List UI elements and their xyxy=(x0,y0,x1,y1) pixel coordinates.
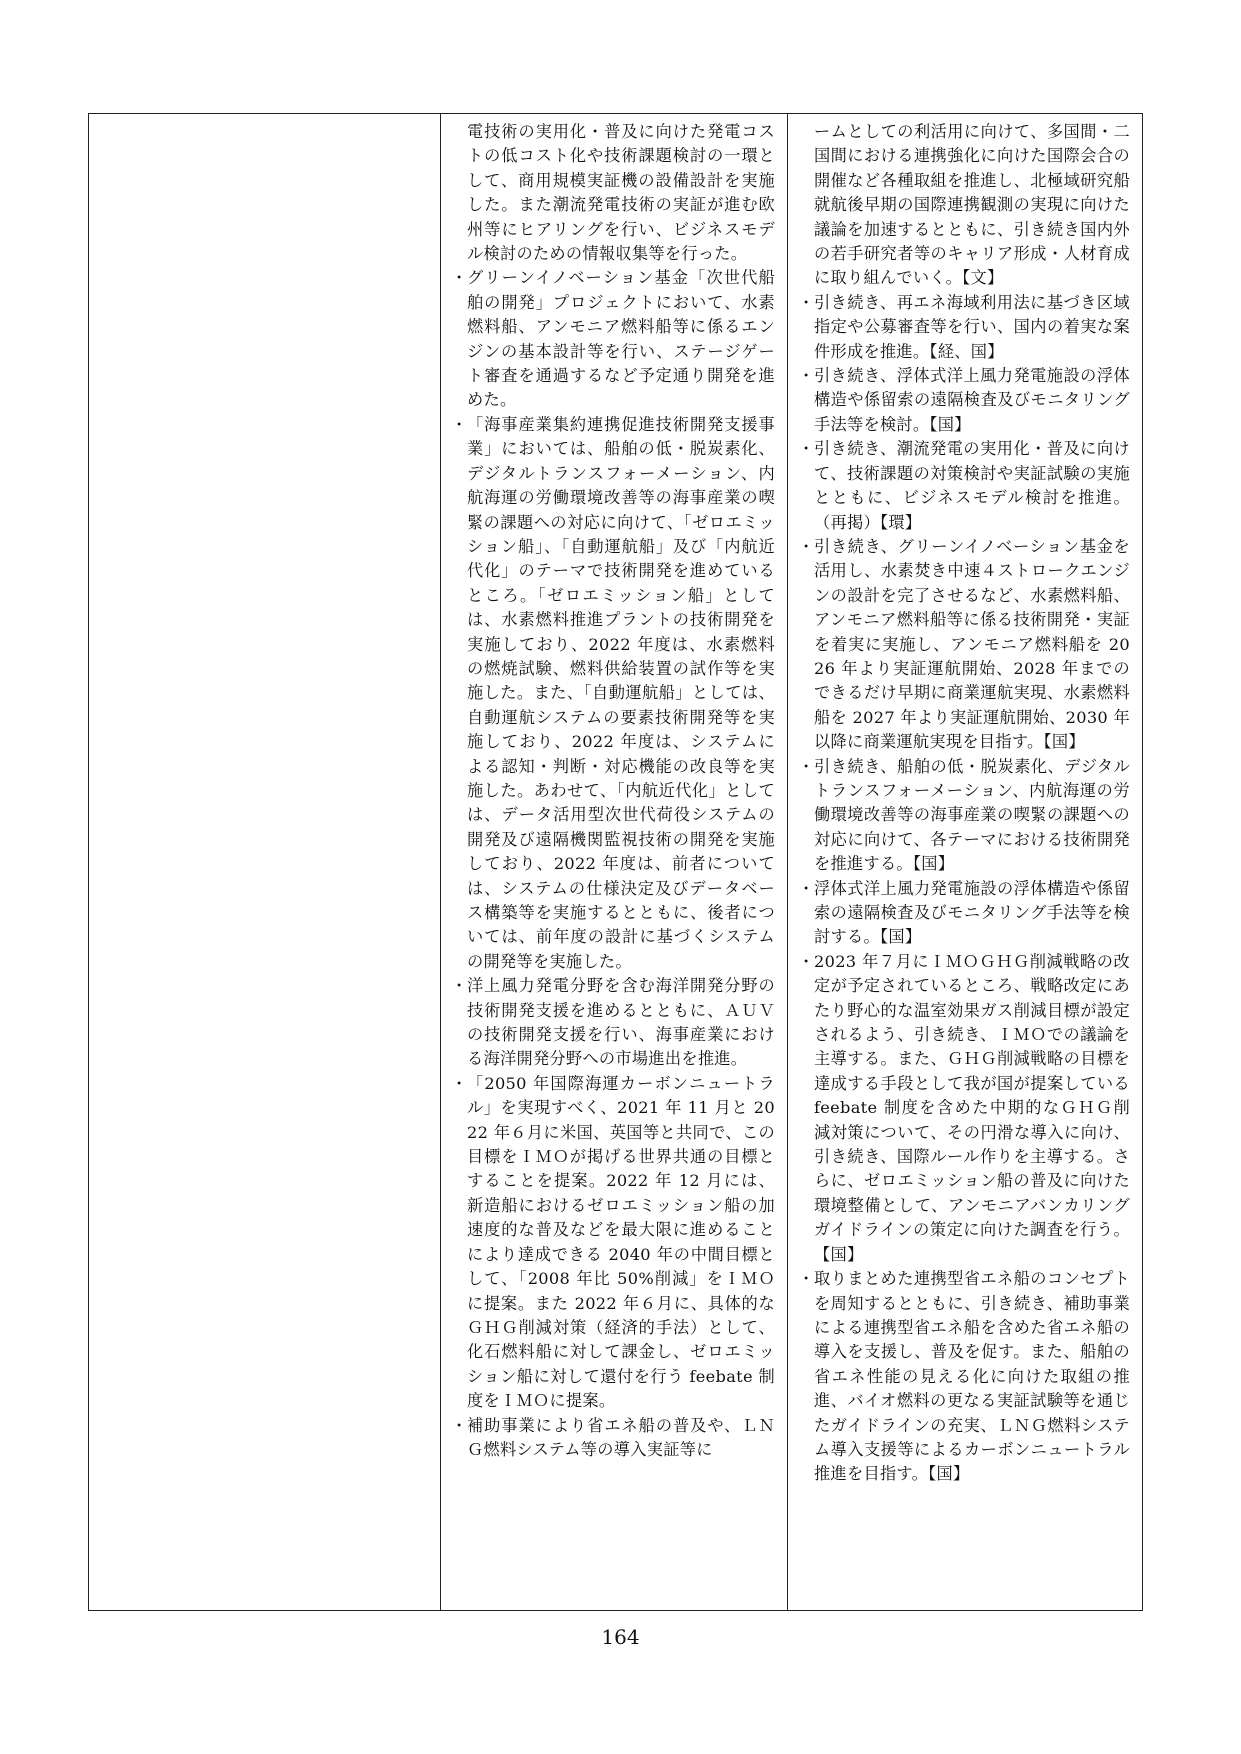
bullet-mark: ・ xyxy=(798,756,815,776)
list-item xyxy=(451,266,775,412)
bullet-mark: ・ xyxy=(451,976,468,996)
list-item-text: 取りまとめた連携型省エネ船のコンセプトを周知するとともに、引き続き、補助事業による連携型省エネ船を含めた省エネ船の導入を支援し、普及を促す。また、船舶の省エネ性能の見える化に向けた取組の推進、バイオ燃料の更なる実証試験等を通じたガイドラインの充実、ＬＮＧ燃料システム導入支援等によるカーボンニュートラル推進を目指す。【国】 xyxy=(814,1269,1130,1484)
list-item xyxy=(798,535,1130,755)
list-item-text: 電技術の実用化・普及に向けた発電コストの低コスト化や技術課題検討の一環として、商用規模実証機の設備設計を実施した。また潮流発電技術の実証が進む欧州等にヒアリングを行い、ビジネスモデル検討のための情報収集等を行った。 xyxy=(467,122,775,264)
table-row xyxy=(89,114,1143,1611)
bullet-mark: ・ xyxy=(451,268,468,288)
list-item xyxy=(798,437,1130,535)
list-item xyxy=(451,974,775,1072)
list-item xyxy=(798,950,1130,1267)
list-item xyxy=(798,364,1130,437)
progress-list xyxy=(451,120,775,1462)
list-item-text: 「海事産業集約連携促進技術開発支援事業」においては、船舶の低・脱炭素化、デジタルトランスフォーメーション、内航海運の労働環境改善等の海事産業の喫緊の課題への対応に向けて、「ゼロエミッション船」、「自動運航船」及び「内航近代化」のテーマで技術開発を進めているところ。「ゼロエミッション船」としては、水素燃料推進プラントの技術開発を実施しており、2022 年度は、水素燃料の燃焼試験、燃料供給装置の試作等を実施した。また、「自動運航船」としては、自動運航システムの要素技術開発等を実施しており、2022 年度は、システムによる認知・判断・対応機能の改良等を実施した。あわせて、「内航近代化」としては、データ活用型次世代荷役システムの開発及び遠隔機関監視技術の開発を実施しており、2022 年度は、前者については、システムの仕様決定及びデータベース構築等を実施するとともに、後者については、前年度の設計に基づくシステムの開発等を実施した。 xyxy=(467,414,775,971)
bullet-mark: ・ xyxy=(798,951,815,971)
bullet-mark: ・ xyxy=(798,439,815,459)
list-item xyxy=(451,413,775,974)
policy-table xyxy=(88,113,1143,1611)
bullet-mark: ・ xyxy=(451,1415,468,1435)
list-item-text: 浮体式洋上風力発電施設の浮体構造や係留索の遠隔検査及びモニタリング手法等を検討する。【国】 xyxy=(814,878,1130,947)
bullet-mark: ・ xyxy=(798,536,815,556)
list-item xyxy=(798,1267,1130,1487)
list-item xyxy=(798,291,1130,364)
list-item-text: 「2050 年国際海運カーボンニュートラル」を実現すべく、2021 年 11 月と 2022 年６月に米国、英国等と共同で、この目標をＩＭＯが掲げる世界共通の目標とすることを提案。2022 年 12 月には、新造船におけるゼロエミッション船の加速度的な普及などを最大限に進めることにより達成できる 2040 年の中間目標として、「2008 年比 50%削減」をＩＭＯに提案。また 2022 年６月に、具体的なＧＨＧ削減対策（経済的手法）として、化石燃料船に対して課金し、ゼロエミッション船に対して還付を行う feebate 制度をＩＭＯに提案。 xyxy=(467,1073,775,1411)
list-item-text: 引き続き、船舶の低・脱炭素化、デジタルトランスフォーメーション、内航海運の労働環境改善等の海事産業の喫緊の課題への対応に向けて、各テーマにおける技術開発を推進する。【国】 xyxy=(814,756,1130,874)
category-cell xyxy=(89,114,441,1611)
bullet-mark: ・ xyxy=(798,292,815,312)
list-item xyxy=(798,755,1130,877)
list-item-text: 引き続き、浮体式洋上風力発電施設の浮体構造や係留索の遠隔検査及びモニタリング手法等を検討。【国】 xyxy=(814,366,1130,434)
bullet-mark: ・ xyxy=(451,1073,468,1093)
bullet-mark: ・ xyxy=(451,414,468,434)
list-item-text: 引き続き、潮流発電の実用化・普及に向けて、技術課題の対策検討や実証試験の実施とともに、ビジネスモデル検討を推進。（再掲）【環】 xyxy=(814,439,1130,532)
list-item xyxy=(451,1072,775,1414)
bullet-mark: ・ xyxy=(798,366,815,386)
future-plan-cell xyxy=(788,114,1143,1611)
list-item-text: 補助事業により省エネ船の普及や、ＬＮＧ燃料システム等の導入実証等に xyxy=(467,1415,775,1459)
page-number: 164 xyxy=(601,1625,640,1649)
future-plan-list xyxy=(798,120,1130,1487)
list-item-text: 引き続き、グリーンイノベーション基金を活用し、水素焚き中速４ストロークエンジンの設計を完了させるなど、水素燃料船、アンモニア燃料船等に係る技術開発・実証を着実に実施し、アンモニア燃料船を 2026 年より実証運航開始、2028 年までのできるだけ早期に商業運航実現、水素燃料船を 2027 年より実証運航開始、2030 年以降に商業運航実現を目指す。【国】 xyxy=(814,536,1130,752)
list-item-text: 引き続き、再エネ海域利用法に基づき区域指定や公募審査等を行い、国内の着実な案件形成を推進。【経、国】 xyxy=(814,292,1130,361)
list-item xyxy=(798,877,1130,950)
list-item-text: ームとしての利活用に向けて、多国間・二国間における連携強化に向けた国際会合の開催など各種取組を推進し、北極域研究船就航後早期の国際連携観測の実現に向けた議論を加速するとともに、引き続き国内外の若手研究者等のキャリア形成・人材育成に取り組んでいく。【文】 xyxy=(814,122,1130,288)
bullet-mark: ・ xyxy=(798,878,815,898)
bullet-mark: ・ xyxy=(798,1269,815,1289)
list-item xyxy=(798,120,1130,291)
list-item xyxy=(451,1414,775,1463)
list-item-text: 洋上風力発電分野を含む海洋開発分野の技術開発支援を進めるとともに、ＡＵＶの技術開発支援を行い、海事産業における海洋開発分野への市場進出を推進。 xyxy=(467,976,775,1069)
list-item-text: 2023 年７月にＩＭＯＧＨＧ削減戦略の改定が予定されているところ、戦略改定にあたり野心的な温室効果ガス削減目標が設定されるよう、引き続き、ＩＭＯでの議論を主導する。また、ＧＨＧ削減戦略の目標を達成する手段として我が国が提案している feebate 制度を含めた中期的なＧＨＧ削減対策について、その円滑な導入に向け、引き続き、国際ルール作りを主導する。さらに、ゼロエミッション船の普及に向けた環境整備として、アンモニアバンカリングガイドラインの策定に向けた調査を行う。【国】 xyxy=(814,951,1130,1264)
list-item-text: グリーンイノベーション基金「次世代船舶の開発」プロジェクトにおいて、水素燃料船、アンモニア燃料船等に係るエンジンの基本設計等を行い、ステージゲート審査を通過するなど予定通り開発を進めた。 xyxy=(467,268,775,410)
list-item xyxy=(451,120,775,266)
progress-cell xyxy=(441,114,788,1611)
